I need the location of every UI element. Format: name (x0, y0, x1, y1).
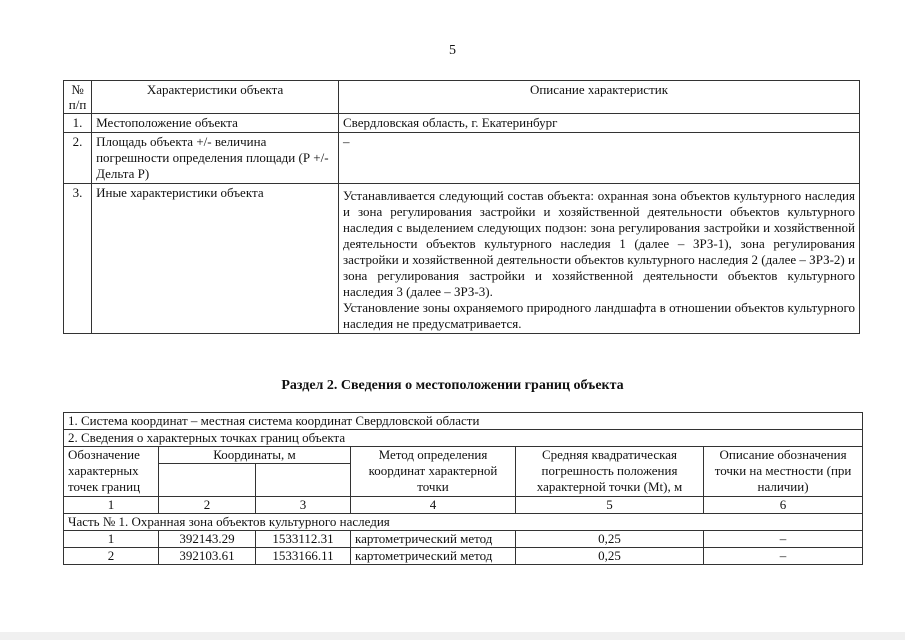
row-name: Местоположение объекта (92, 114, 339, 133)
row-name: Площадь объекта +/- величина погрешности определения площади (Р +/- Дельта Р) (92, 133, 339, 184)
coordinate-system-row (64, 413, 863, 430)
row-desc: – (339, 133, 860, 184)
header-num: № п/п (64, 81, 92, 114)
header-error: Средняя квадратическая погрешность положения характерной точки (Mt), м (516, 447, 704, 497)
row-desc: Свердловская область, г. Екатеринбург (339, 114, 860, 133)
col-number: 2 (159, 497, 256, 514)
object-characteristics-table (63, 80, 860, 334)
col-number: 5 (516, 497, 704, 514)
point-id: 2 (64, 548, 159, 565)
point-error: 0,25 (516, 531, 704, 548)
row-desc-paragraph-1: Устанавливается следующий состав объекта: охранная зона объектов культурного наследия и зона регулирования застройки и хозяйственной деятельности объектов культурного наследия с выделением следующих подзон: зона регулирования застройки и хозяйственной деятельности объектов культурного наследия 1 (далее – ЗРЗ-1), зона регулирования застройки и хозяйственной деятельности объектов культурного наследия 2 (далее – ЗРЗ-2) и зона регулирования застройки и хозяйственной деятельности объектов культурного наследия 3 (далее – ЗРЗ-3). (343, 188, 855, 299)
row-num: 1. (64, 114, 92, 133)
header-method: Метод определения координат характерной точки (351, 447, 516, 497)
point-y: 1533112.31 (256, 531, 351, 548)
table-header-row (64, 81, 860, 114)
boundary-points-table (63, 412, 863, 565)
col-number: 1 (64, 497, 159, 514)
part-title-row (64, 514, 863, 531)
page-number: 5 (449, 43, 456, 58)
point-desc: – (704, 531, 863, 548)
point-method: картометрический метод (351, 548, 516, 565)
point-desc: – (704, 548, 863, 565)
header-y (256, 464, 351, 497)
row-num: 2. (64, 133, 92, 184)
page-bottom-edge (0, 632, 905, 640)
point-id: 1 (64, 531, 159, 548)
header-x (159, 464, 256, 497)
col-number: 6 (704, 497, 863, 514)
point-error: 0,25 (516, 548, 704, 565)
col-number: 4 (351, 497, 516, 514)
header-description: Описание характеристик (339, 81, 860, 114)
header-characteristics: Характеристики объекта (92, 81, 339, 114)
header-point-description: Описание обозначения точки на местности (при наличии) (704, 447, 863, 497)
table-row (64, 531, 863, 548)
point-y: 1533166.11 (256, 548, 351, 565)
part-title: Часть № 1. Охранная зона объектов культурного наследия (64, 514, 863, 531)
point-x: 392143.29 (159, 531, 256, 548)
row-desc (339, 184, 860, 334)
point-method: картометрический метод (351, 531, 516, 548)
points-title: 2. Сведения о характерных точках границ объекта (64, 430, 863, 447)
col-number: 3 (256, 497, 351, 514)
point-x: 392103.61 (159, 548, 256, 565)
header-designation: Обозначение характерных точек границ (64, 447, 159, 497)
table-row (64, 114, 860, 133)
row-name: Иные характеристики объекта (92, 184, 339, 334)
header-coords: Координаты, м (159, 447, 351, 464)
table-row (64, 548, 863, 565)
table-row (64, 133, 860, 184)
coordinate-system: 1. Система координат – местная система координат Свердловской области (64, 413, 863, 430)
column-numbers-row (64, 497, 863, 514)
row-desc-paragraph-2: Установление зоны охраняемого природного ландшафта в отношении объектов культурного наследия не предусматривается. (343, 300, 855, 331)
row-num: 3. (64, 184, 92, 334)
section-title: Раздел 2. Сведения о местоположении границ объекта (281, 378, 624, 393)
table-row (64, 184, 860, 334)
points-title-row (64, 430, 863, 447)
table2-header-row (64, 447, 863, 464)
